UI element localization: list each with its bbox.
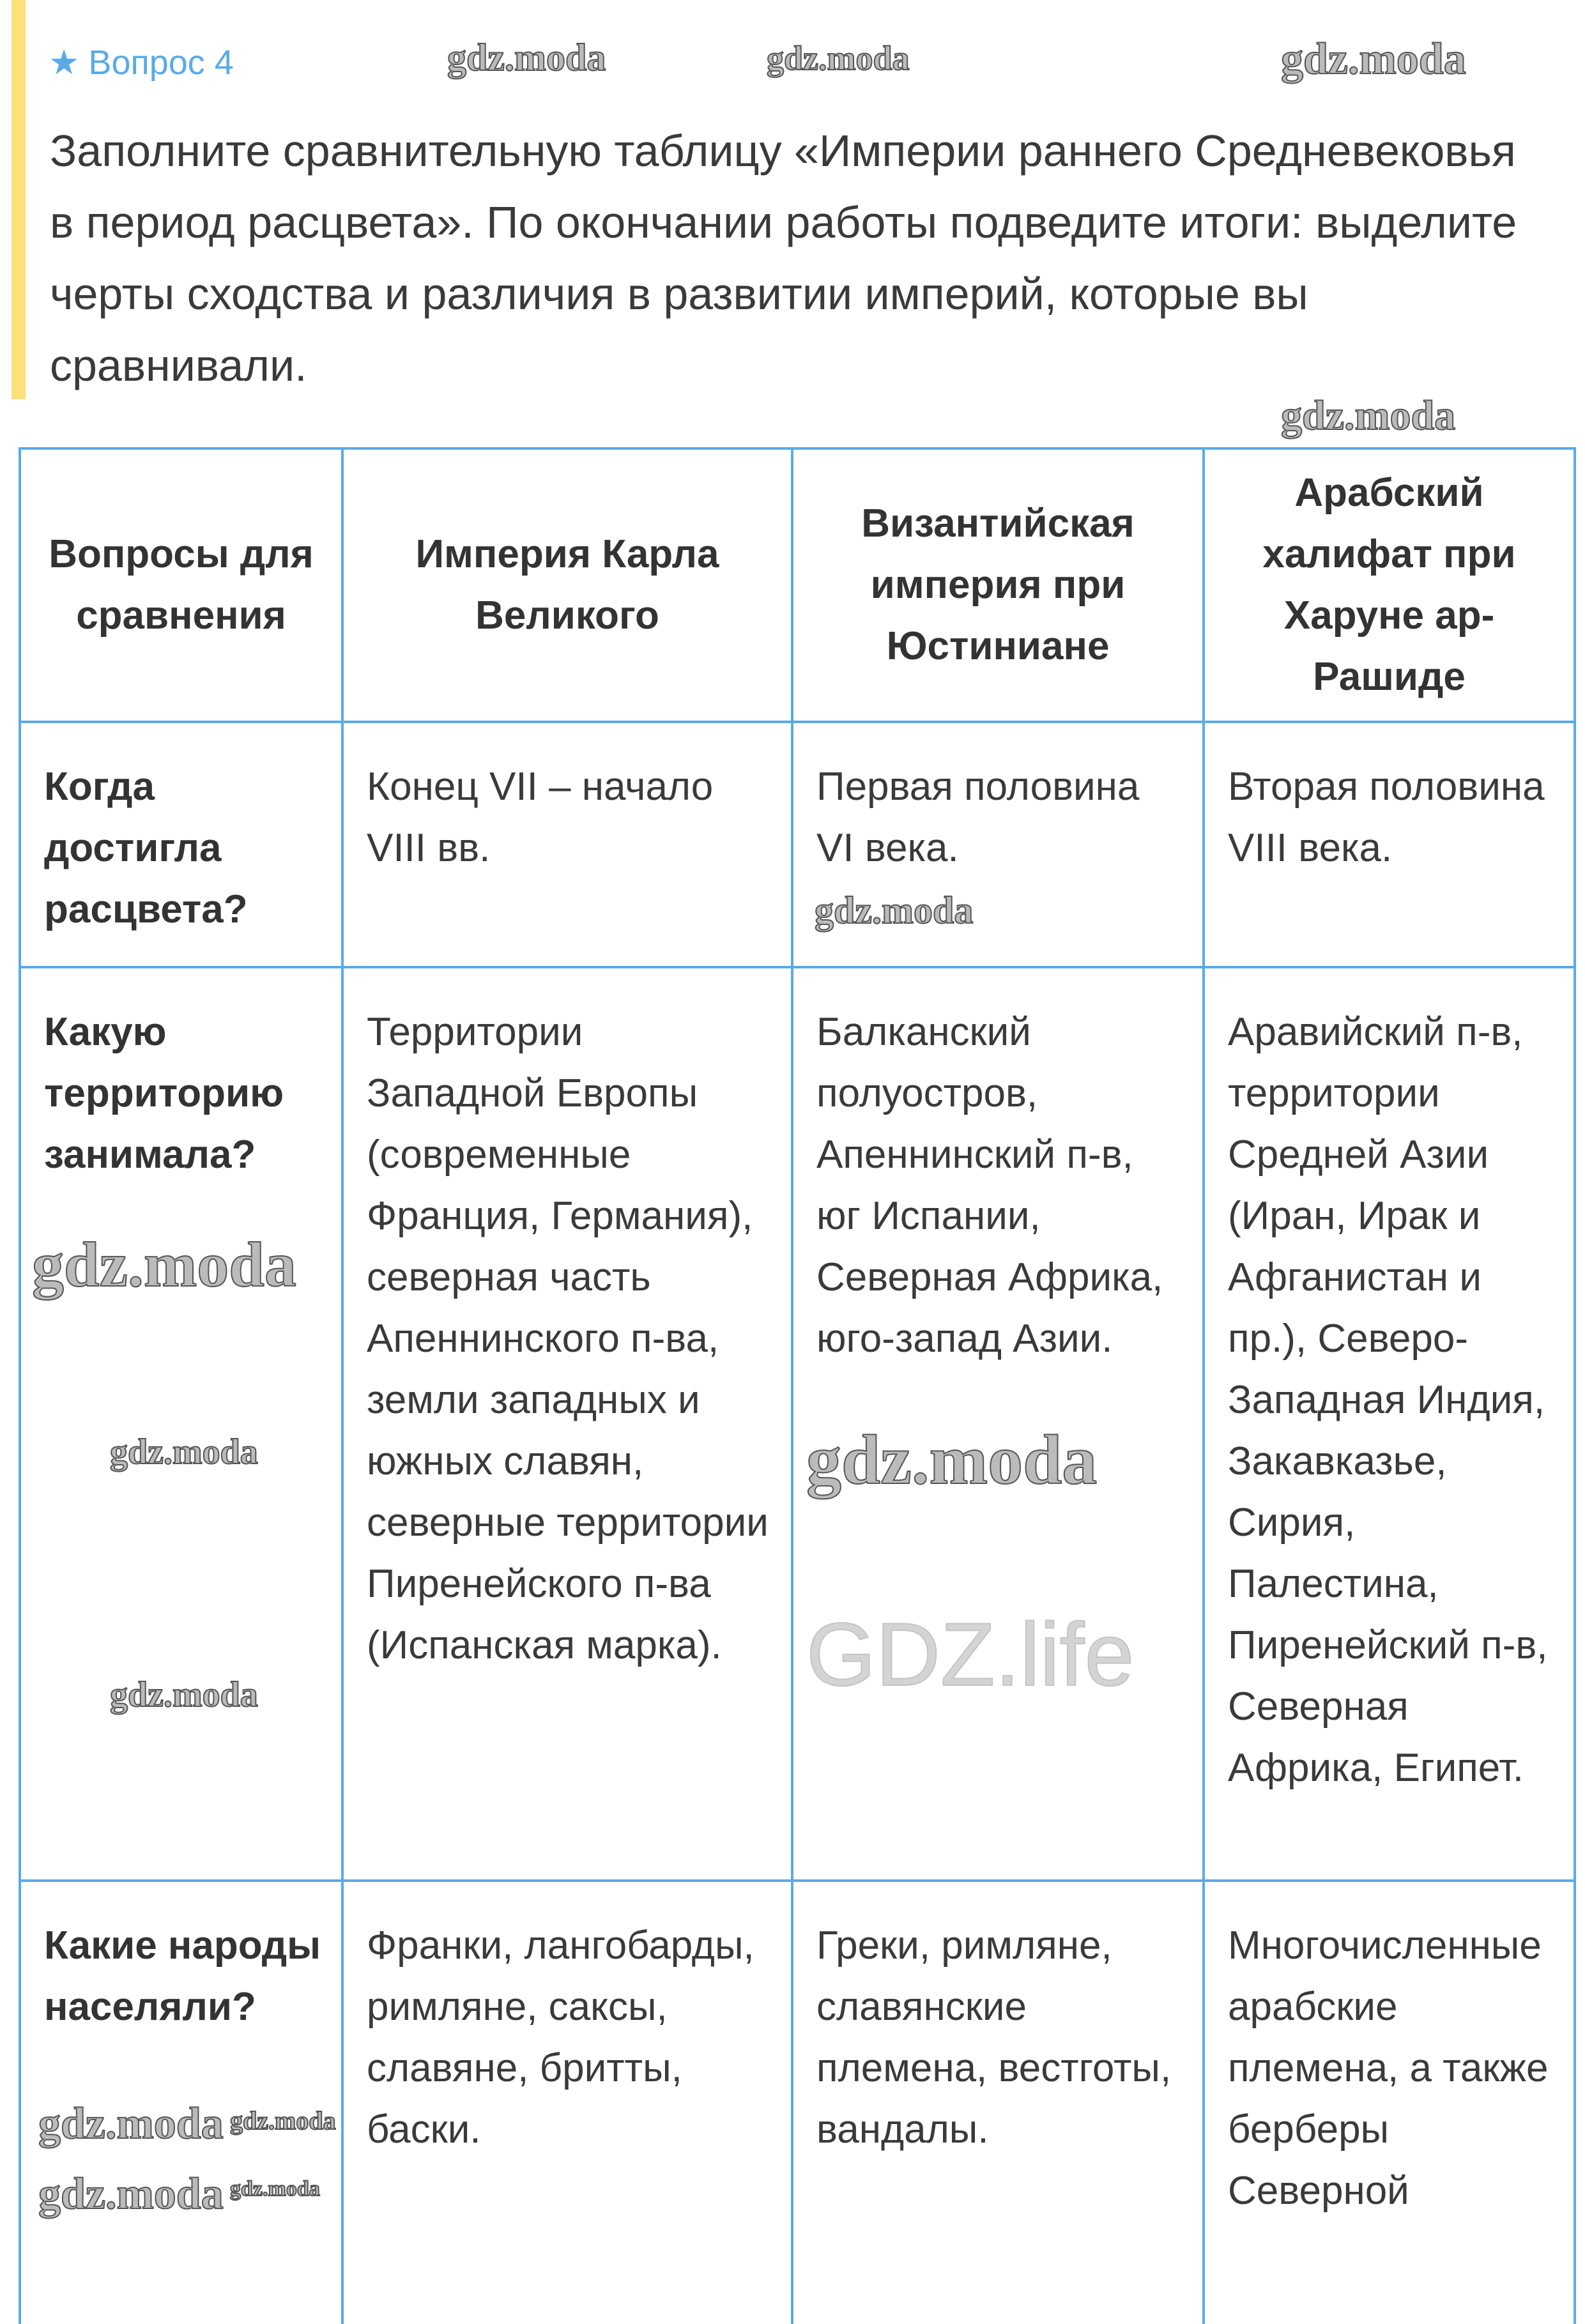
- header-cell: Вопросы для сравнения: [20, 448, 342, 722]
- table-cell: Греки, римляне, славянские племена, вестготы, вандалы.: [792, 1881, 1204, 2324]
- row-question: Какую территорию занимала?: [20, 967, 342, 1881]
- comparison-table: [19, 447, 1576, 2324]
- question-label: [49, 42, 234, 82]
- watermark: gdz.moda: [110, 1432, 258, 1472]
- watermark: gdz.moda: [447, 36, 606, 79]
- table-header-row: [20, 448, 1575, 722]
- table-row: [20, 722, 1575, 967]
- watermark: gdz.moda: [38, 2169, 224, 2219]
- header-cell: Арабский халифат при Харуне ар-Рашиде: [1204, 448, 1575, 722]
- table-cell: Первая половина VI века.: [792, 722, 1204, 967]
- row-question: Какие народы населяли?: [20, 1881, 342, 2324]
- watermark: gdz.moda: [38, 2099, 224, 2148]
- watermark: gdz.moda: [32, 1229, 296, 1300]
- row-question: Когда достигла расцвета?: [20, 722, 342, 967]
- watermark-large: GDZ.life: [806, 1604, 1135, 1704]
- table-cell: Балканский полуостров, Апеннинский п-в, юг Испании, Северная Африка, юго-запад Азии.: [792, 967, 1204, 1881]
- star-icon: ★: [49, 43, 80, 82]
- watermark: gdz.moda: [1281, 34, 1466, 84]
- table-cell: Аравийский п-в, территории Средней Азии (Иран, Ирак и Афганистан и пр.), Северо-Западная Индия, Закавказье, Сирия, Палестина, Пиренейский п-в, Северная Африка, Египет.: [1204, 967, 1575, 1881]
- watermark: gdz.moda: [230, 2106, 336, 2135]
- watermark: gdz.moda: [1281, 392, 1456, 439]
- table-row: [20, 967, 1575, 1881]
- question-label-text: Вопрос 4: [88, 43, 234, 82]
- header-cell: Империя Карла Великого: [342, 448, 792, 722]
- watermark: gdz.moda: [767, 39, 910, 77]
- question-text: Заполните сравнительную таблицу «Империи раннего Средневековья в период расцвета». По окончании работы подведите итоги: выделите черты сходства и различия в развитии империй, которые вы сравнивали.: [50, 126, 1517, 390]
- table-cell: Территории Западной Европы (современные Франция, Германия), северная часть Апеннинского п-ва, земли западных и южных славян, северные территории Пиренейского п-ва (Испанская марка).: [342, 967, 792, 1881]
- table-row: [20, 1881, 1575, 2324]
- watermark: gdz.moda: [806, 1421, 1098, 1499]
- header-cell: Византийская империя при Юстиниане: [792, 448, 1204, 722]
- table-cell: Франки, лангобарды, римляне, саксы, славяне, бритты, баски.: [342, 1881, 792, 2324]
- watermark: gdz.moda: [230, 2177, 320, 2201]
- table-cell: Вторая половина VIII века.: [1204, 722, 1575, 967]
- table-cell: Многочисленные арабские племена, а также берберы Северной: [1204, 1881, 1575, 2324]
- watermark: gdz.moda: [110, 1675, 258, 1715]
- accent-bar: [11, 0, 26, 399]
- watermark: gdz.moda: [815, 889, 974, 931]
- table-cell: Конец VII – начало VIII вв.: [342, 722, 792, 967]
